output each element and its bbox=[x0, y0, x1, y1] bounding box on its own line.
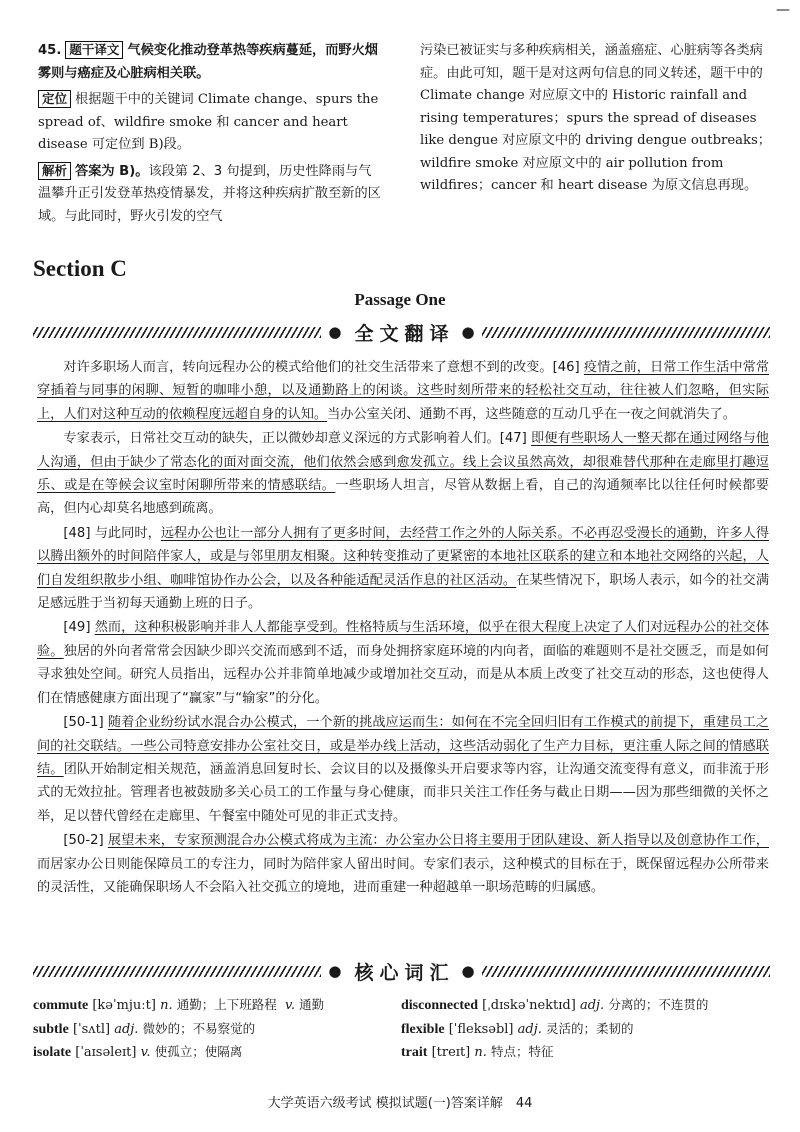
q45-left-column bbox=[38, 40, 383, 232]
answer-underline-49: 然而，这种积极影响并非人人都能享受到。性格特质与生活环境，似乎在很大程度上决定了人们对远程办公的社交体验。 bbox=[37, 620, 770, 659]
hatch-decoration-left bbox=[33, 966, 321, 977]
vocab-entry: flexible [ˈfleksəbl] adj. 灵活的；柔韧的 bbox=[401, 1020, 634, 1037]
translation-paragraph-5: [50-1] 随着企业纷纷试水混合办公模式，一个新的挑战应运而生：如何在不完全回归旧有工作模式的前提下，重建员工之间的社交联结。一些公司特意安排办公室社交日，或是举办线上活动，这些活动弱化了生产力目标，更注重人际之间的情感联结。团队开始制定相关规范，涵盖消息回复时长、会议目的以及摄像头开启要求等内容，让沟通交流变得有意义，而非流于形式的无效拉扯。管理者也被鼓励多关心员工的工作量与身心健康，而非只关注工作任务与截止日期——因为那些细微的关怀之举，足以替代曾经在走廊里、午餐室中随处可见的非正式支持。 bbox=[37, 715, 769, 824]
vocab-entry: trait [treɪt] n. 特点；特征 bbox=[401, 1044, 554, 1060]
bullet-dot-icon: ● bbox=[328, 323, 342, 341]
translation-banner bbox=[33, 317, 770, 347]
translation-heading: 全文翻译 bbox=[354, 322, 455, 345]
q45-locate bbox=[38, 89, 383, 157]
q45-explain bbox=[38, 161, 383, 229]
answer-underline-48: 远程办公也让一部分人拥有了更多时间，去经营工作之外的人际关系。不必再忍受漫长的通勤，许多人得以腾出额外的时间陪伴家人，或是与邻里朋友相聚。这种转变推动了更紧密的本地社区联系的建立和本地社交网络的兴起，人们自发组织散步小组、咖啡馆协作办公会，以及各种能适配灵活作息的社区活动。 bbox=[37, 525, 770, 588]
vocab-right-column bbox=[401, 994, 773, 1065]
vocab-entry: commute [kəˈmjuːt] n. 通勤；上下班路程 v. 通勤 bbox=[33, 997, 325, 1013]
q45-stem bbox=[38, 40, 383, 85]
vocab-heading: 核心词汇 bbox=[354, 961, 455, 984]
vocab-entry: isolate [ˈaɪsəleɪt] v. 使孤立；使隔离 bbox=[33, 1044, 243, 1060]
passage-title: Passage One bbox=[354, 290, 446, 309]
corner-mark: — bbox=[776, 2, 790, 18]
translation-paragraph-6: [50-2] 展望未来，专家预测混合办公模式将成为主流：办公室办公日将主要用于团队建设、新人指导以及创意协作工作，而居家办公日则能保障员工的专注力，同时为陪伴家人留出时间。专家们表示，这种模式的目标在于，既保留远程办公所带来的灵活性，又能确保职场人不会陷入社交孤立的境地，进而重建一种超越单一职场范畴的归属感。 bbox=[37, 833, 769, 895]
answer-underline-47: 即便有些职场人一整天都在通过网络与他人沟通，但由于缺少了常态化的面对面交流，他们依然会感到愈发孤立。线上会议虽然高效，却很难替代那种在走廊里打趣逗乐、或是在等候会议室时闲聊所带来的情感联结。 bbox=[37, 431, 769, 494]
stem-translation-text: 气候变化推动登革热等疾病蔓延，而野火烟雾则与癌症及心脏病相关联。 bbox=[38, 43, 378, 81]
section-title: Section C bbox=[33, 256, 127, 281]
translation-paragraph-2: 专家表示，日常社交互动的缺失，正以微妙却意义深远的方式影响着人们。[47] 即便有些职场人一整天都在通过网络与他人沟通，但由于缺少了常态化的面对面交流，他们依然会感到愈发孤立。线上会议虽然高效，却很难替代那种在走廊里打趣逗乐、或是在等候会议室时闲聊所带来的情感联结。一些职场人坦言，尽管从数据上看，自己的沟通频率比以往任何时候都要高，但内心却莫名地感到疏离。 bbox=[37, 431, 769, 517]
explain-text-right: 污染已被证实与多种疾病相关，涵盖癌症、心脏病等各类病症。由此可知，题干是对这两句信息的同义转述，题干中的 Climate change 对应原文中的 Historic rainfall and rising temperatures；spurs the spread of diseases like dengue 对应原文中的 driving dengue outbreaks；wildfire smoke 对应原文中的 air pollution from wildfires；cancer 和 heart disease 为原文信息再现。 bbox=[420, 43, 771, 193]
translation-paragraph-4: [49] 然而，这种积极影响并非人人都能享受到。性格特质与生活环境，似乎在很大程度上决定了人们对远程办公的社交体验。独居的外向者常常会因缺少即兴交流而感到不适，而身处拥挤家庭环境的内向者，面临的难题则不是社交匮乏，而是如何寻求独处空间。研究人员指出，远程办公并非简单地减少或增加社交互动，而是从本质上改变了社交互动的形态，这也使得人们在情感健康方面出现了“赢家”与“输家”的分化。 bbox=[37, 620, 770, 706]
hatch-decoration-right bbox=[482, 966, 770, 977]
bullet-dot-icon: ● bbox=[461, 323, 475, 341]
locate-tag: 定位 bbox=[38, 90, 71, 108]
answer-underline-50-1: 随着企业纷纷试水混合办公模式，一个新的挑战应运而生：如何在不完全回归旧有工作模式的前提下，重建员工之间的社交联结。一些公司特意安排办公室社交日，或是举办线上活动，这些活动弱化了生产力目标，更注重人际之间的情感联结。 bbox=[37, 715, 769, 777]
locate-text: 根据题干中的关键词 Climate change、spurs the spread of、wildfire smoke 和 cancer and heart disease 可定位到 B)段。 bbox=[38, 92, 379, 152]
vocab-left-column bbox=[33, 994, 393, 1065]
vocab-entry: subtle [ˈsʌtl] adj. 微妙的；不易察觉的 bbox=[33, 1020, 256, 1037]
translation-paragraph-1: 对许多职场人而言，转向远程办公的模式给他们的社交生活带来了意想不到的改变。[46] 疫情之前，日常工作生活中常常穿插着与同事的闲聊、短暂的咖啡小憩，以及通勤路上的闲谈。这些时刻所带来的轻松社交互动，往往被人们忽略，但实际上，人们对这种互动的依赖程度远超自身的认知。当办公室关闭、通勤不再，这些随意的互动几乎在一夜之间就消失了。 bbox=[37, 360, 770, 422]
vocab-banner bbox=[33, 956, 770, 986]
q45-right-column bbox=[420, 40, 773, 202]
bullet-dot-icon: ● bbox=[328, 962, 342, 980]
question-number: 45. bbox=[38, 43, 62, 58]
vocab-entry: disconnected [ˌdɪskəˈnektɪd] adj. 分离的；不连贯的 bbox=[401, 997, 709, 1013]
bullet-dot-icon: ● bbox=[461, 962, 475, 980]
explain-answer: 答案为 B)。 bbox=[75, 163, 149, 179]
explain-tag: 解析 bbox=[38, 162, 71, 180]
answer-underline-50-2: 展望未来，专家预测混合办公模式将成为主流：办公室办公日将主要用于团队建设、新人指导以及创意协作工作， bbox=[107, 833, 769, 849]
answer-underline-46: 疫情之前，日常工作生活中常常穿插着与同事的闲聊、短暂的咖啡小憩，以及通勤路上的闲谈。这些时刻所带来的轻松社交互动，往往被人们忽略，但实际上，人们对这种互动的依赖程度远超自身的认知。 bbox=[37, 360, 770, 422]
translation-paragraph-3: [48] 与此同时，远程办公也让一部分人拥有了更多时间，去经营工作之外的人际关系。不必再忍受漫长的通勤，许多人得以腾出额外的时间陪伴家人，或是与邻里朋友相聚。这种转变推动了更紧密的本地社区联系的建立和本地社交网络的兴起，人们自发组织散步小组、咖啡馆协作办公会，以及各种能适配灵活作息的社区活动。在某些情况下，职场人表示，如今的社交满足感远胜于当初每天通勤上班的日子。 bbox=[37, 525, 770, 612]
explain-text-left: 该段第 2、3 句提到，历史性降雨与气温攀升正引发登革热疫情暴发，并将这种疾病扩散至新的区域。与此同时，野火引发的空气 bbox=[38, 163, 381, 224]
hatch-decoration-right bbox=[482, 327, 770, 338]
full-translation bbox=[37, 356, 769, 900]
hatch-decoration-left bbox=[33, 327, 321, 338]
page-footer: 大学英语六级考试 模拟试题(一)答案详解 44 bbox=[267, 1096, 533, 1111]
stem-translation-tag: 题干译文 bbox=[65, 41, 123, 59]
